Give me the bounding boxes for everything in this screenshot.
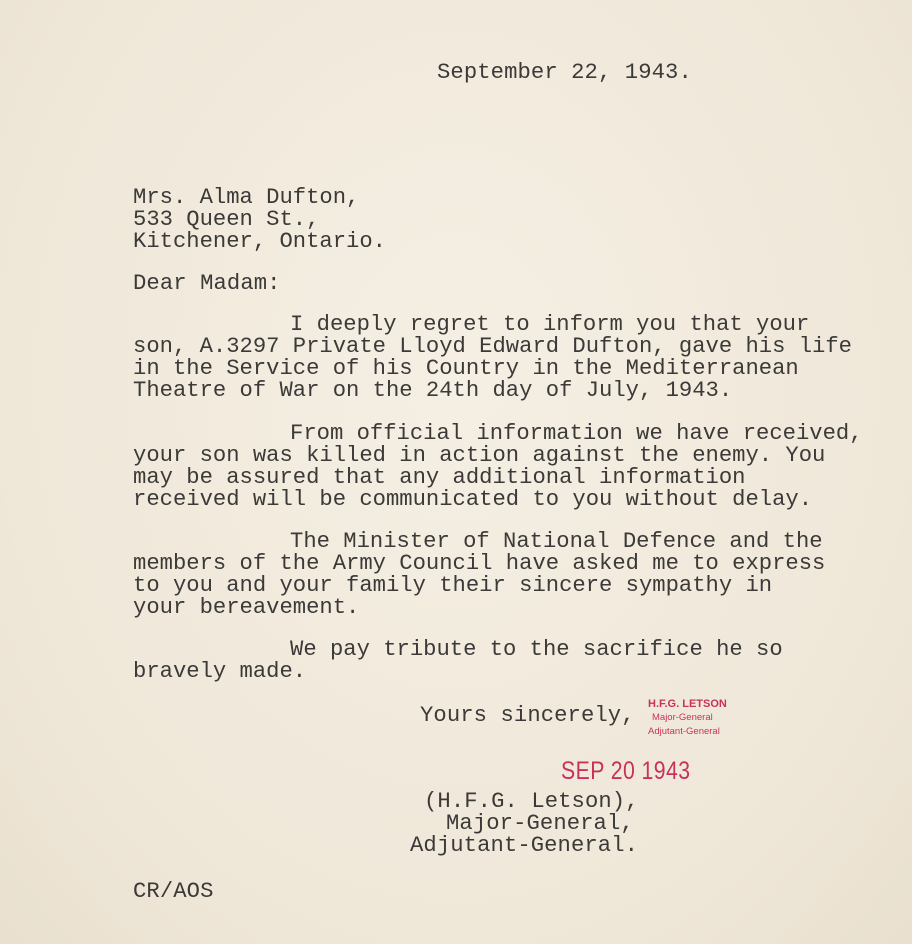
paragraph-line: in the Service of his Country in the Mediterranean [133,356,799,381]
signature-role: Adjutant-General. [410,833,639,858]
stamp-rank: Major-General [652,712,713,723]
paragraph-line: your bereavement. [133,595,360,620]
address-line: 533 Queen St., [133,207,320,232]
paragraph-line: may be assured that any additional information [133,465,746,490]
paragraph-line: Theatre of War on the 24th day of July, 1943. [133,378,733,403]
paragraph-line: I deeply regret to inform you that your [290,312,810,337]
letter-date: September 22, 1943. [437,60,692,85]
signature-rank: Major-General, [446,811,634,836]
address-line: Mrs. Alma Dufton, [133,185,360,210]
paragraph-line: son, A.3297 Private Lloyd Edward Dufton, gave his life [133,334,852,359]
paragraph-line: members of the Army Council have asked me to express [133,551,826,576]
paragraph-line: The Minister of National Defence and the [290,529,823,554]
paragraph-line: to you and your family their sincere sympathy in [133,573,773,598]
paragraph-line: From official information we have received, [290,421,863,446]
paragraph-line: your son was killed in action against the enemy. You [133,443,826,468]
paragraph-line: We pay tribute to the sacrifice he so [290,637,783,662]
recipient-address [133,187,386,253]
paragraph-3 [133,531,825,619]
address-line: Kitchener, Ontario. [133,229,386,254]
paragraph-2 [133,423,863,511]
date-stamp: SEP 20 1943 [561,757,691,785]
stamp-role: Adjutant-General [648,726,720,737]
paragraph-1 [133,314,852,402]
signature-name: (H.F.G. Letson), [424,789,639,814]
paragraph-line: received will be communicated to you without delay. [133,487,813,512]
salutation: Dear Madam: [133,271,281,296]
paragraph-4 [133,639,783,683]
paragraph-line: bravely made. [133,659,307,684]
closing: Yours sincerely, [420,703,635,728]
stamp-name: H.F.G. LETSON [648,698,727,710]
reference-initials: CR/AOS [133,879,214,904]
